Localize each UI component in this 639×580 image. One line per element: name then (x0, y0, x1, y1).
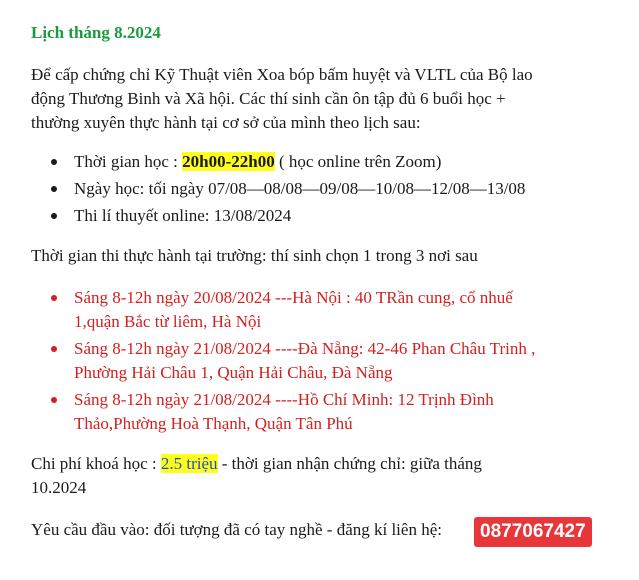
intro-line: động Thương Binh và Xã hội. Các thí sinh cần ôn tập đủ 6 buổi học + (31, 89, 506, 108)
bullet-icon (51, 213, 57, 219)
fee-prefix: Chi phí khoá học : (31, 454, 161, 473)
page-title: Lịch tháng 8.2024 (31, 23, 161, 42)
phone-badge[interactable]: 0877067427 (474, 517, 592, 547)
time-suffix: ( học online trên Zoom) (274, 152, 442, 171)
fee-line-2: 10.2024 (31, 478, 87, 497)
bullet-icon (51, 295, 57, 301)
schedule-item-days (31, 177, 525, 201)
bullet-icon (51, 186, 57, 192)
practice-heading: Thời gian thi thực hành tại trường: thí sinh chọn 1 trong 3 nơi sau (31, 246, 478, 265)
requirement-text: Yêu cầu đầu vào: đối tượng đã có tay nghề - đăng kí liên hệ: (31, 520, 442, 539)
location-list (31, 286, 535, 439)
schedule-item-time (31, 150, 525, 174)
intro-line: Để cấp chứng chỉ Kỹ Thuật viên Xoa bóp bấm huyệt và VLTL của Bộ lao (31, 65, 533, 84)
location-item (31, 286, 535, 334)
location-line: 1,quận Bắc từ liêm, Hà Nội (74, 312, 262, 331)
location-line: Sáng 8-12h ngày 21/08/2024 ----Hồ Chí Minh: 12 Trịnh Đình (74, 390, 494, 409)
schedule-item-theory-exam (31, 204, 525, 228)
time-prefix: Thời gian học : (74, 152, 183, 171)
fee-suffix: - thời gian nhận chứng chỉ: giữa tháng (217, 454, 482, 473)
location-line: Thảo,Phường Hoà Thạnh, Quận Tân Phú (74, 414, 353, 433)
location-item (31, 337, 535, 385)
fee-amount: 2.5 triệu (160, 454, 218, 473)
fee-line (31, 452, 482, 476)
theory-exam-text: Thi lí thuyết online: 13/08/2024 (74, 206, 292, 225)
intro-line: thường xuyên thực hành tại cơ sở của mình theo lịch sau: (31, 113, 421, 132)
bullet-icon (51, 346, 57, 352)
location-line: Phường Hải Châu 1, Quận Hải Châu, Đà Nẵng (74, 363, 393, 382)
bullet-icon (51, 397, 57, 403)
intro-paragraph (31, 63, 627, 135)
location-line: Sáng 8-12h ngày 20/08/2024 ---Hà Nội : 40 TRần cung, cổ nhuế (74, 288, 513, 307)
location-item (31, 388, 535, 436)
time-highlight: 20h00-22h00 (182, 152, 275, 171)
fee-paragraph (31, 452, 482, 500)
days-text: Ngày học: tối ngày 07/08—08/08—09/08—10/08—12/08—13/08 (74, 179, 526, 198)
bullet-icon (51, 159, 57, 165)
location-line: Sáng 8-12h ngày 21/08/2024 ----Đà Nẵng: 42-46 Phan Châu Trinh , (74, 339, 536, 358)
schedule-list (31, 150, 525, 231)
